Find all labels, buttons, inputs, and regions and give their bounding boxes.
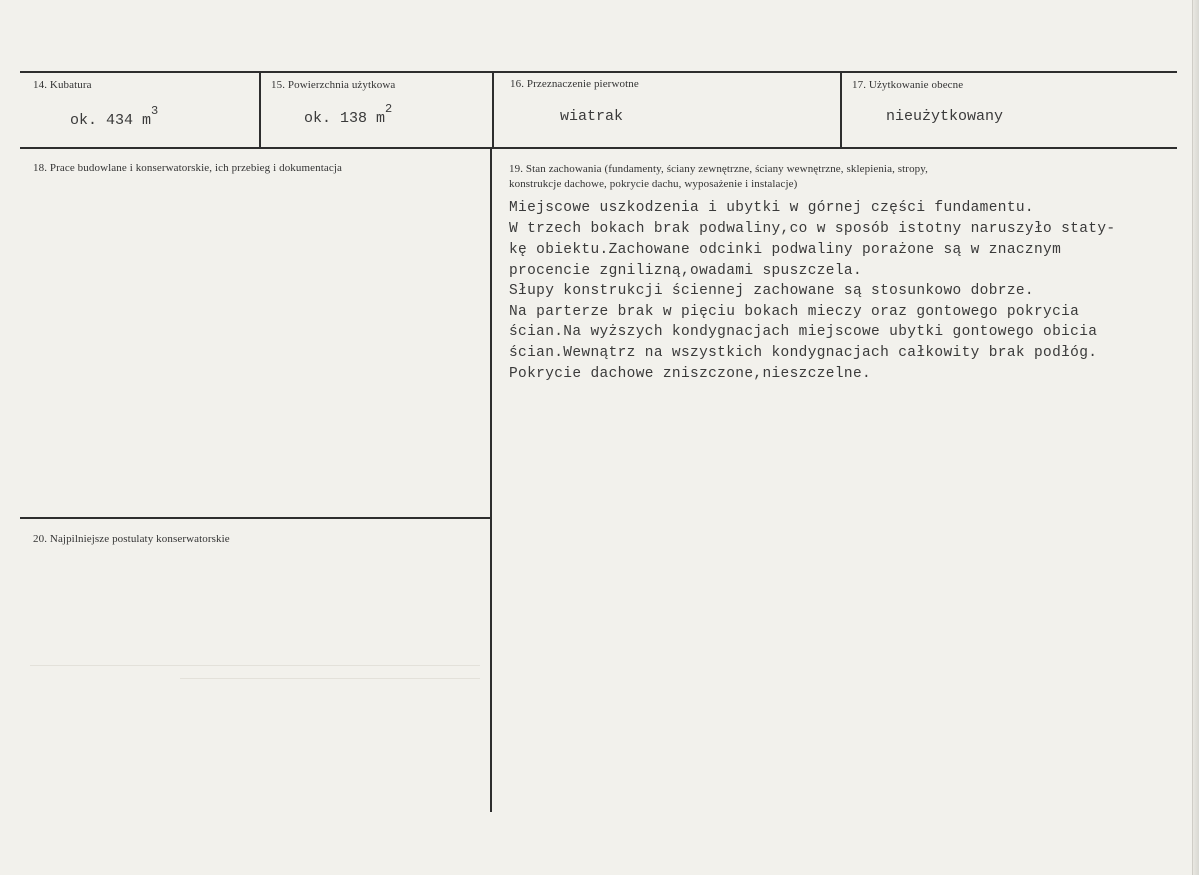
field-17-label: 17. Użytkowanie obecne bbox=[852, 79, 964, 91]
row-rule bbox=[20, 147, 1177, 149]
field-20-label: 20. Najpilniejsze postulaty konserwatorskie bbox=[33, 533, 230, 545]
condition-text-line: kę obiektu.Zachowane odcinki podwaliny porażone są w znacznym bbox=[509, 242, 1062, 258]
field-14-value bbox=[70, 104, 159, 129]
field-15-value-text: ok. 138 m bbox=[304, 110, 386, 127]
divider-15-16 bbox=[492, 73, 494, 147]
condition-text-line: Miejscowe uszkodzenia i ubytki w górnej części fundamentu. bbox=[509, 200, 1034, 216]
divider-14-15 bbox=[259, 73, 261, 147]
condition-text-line: W trzech bokach brak podwaliny,co w sposób istotny naruszyło staty- bbox=[509, 221, 1116, 237]
field-14-label: 14. Kubatura bbox=[33, 79, 92, 91]
field-16-label: 16. Przeznaczenie pierwotne bbox=[510, 78, 639, 90]
field-16-value: wiatrak bbox=[560, 108, 624, 125]
top-rule bbox=[20, 71, 1177, 73]
condition-text-line: Na parterze brak w pięciu bokach mieczy oraz gontowego pokrycia bbox=[509, 304, 1080, 320]
field-14-unit-exponent: 3 bbox=[151, 104, 159, 118]
field-17-value: nieużytkowany bbox=[886, 108, 1004, 125]
field-15-unit-exponent: 2 bbox=[385, 102, 393, 116]
field-19-label-line-1: 19. Stan zachowania (fundamenty, ściany zewnętrzne, ściany wewnętrzne, sklepienia, stropy, bbox=[509, 163, 929, 175]
field-18-label: 18. Prace budowlane i konserwatorskie, ich przebieg i dokumentacja bbox=[33, 162, 342, 174]
field-14-value-text: ok. 434 m bbox=[70, 112, 152, 129]
field-15-value bbox=[304, 102, 393, 127]
field-19-label-line-2: konstrukcje dachowe, pokrycie dachu, wyposażenie i instalacje) bbox=[509, 178, 798, 190]
divider-left-right bbox=[490, 149, 492, 812]
card-edge bbox=[1192, 0, 1199, 875]
field-15-label: 15. Powierzchnia użytkowa bbox=[271, 79, 396, 91]
paper-mark bbox=[180, 678, 480, 679]
condition-text-line: ścian.Na wyższych kondygnacjach miejscowe ubytki gontowego obicia bbox=[509, 324, 1098, 340]
divider-16-17 bbox=[840, 73, 842, 147]
condition-text-line: ścian.Wewnątrz na wszystkich kondygnacjach całkowity brak podłóg. bbox=[509, 345, 1098, 361]
paper-mark bbox=[30, 665, 480, 666]
condition-text-line: Słupy konstrukcji ściennej zachowane są stosunkowo dobrze. bbox=[509, 283, 1034, 299]
section-18-20-divider bbox=[20, 517, 490, 519]
condition-text-line: Pokrycie dachowe zniszczone,nieszczelne. bbox=[509, 366, 872, 382]
condition-text-line: procencie zgnilizną,owadami spuszczela. bbox=[509, 263, 863, 279]
